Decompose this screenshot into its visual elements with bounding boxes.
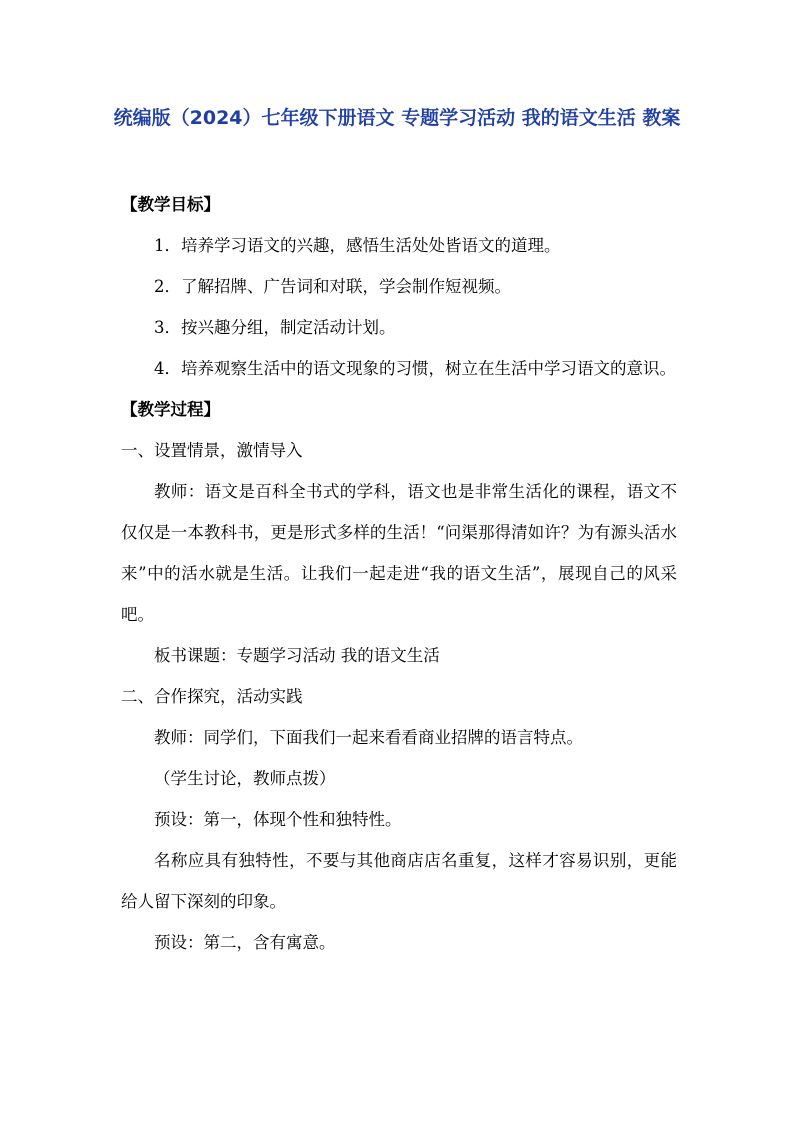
paragraph: 教师：语文是百科全书式的学科，语文也是非常生活化的课程，语文不仅仅是一本教科书，更是形式多样的生活！“问渠那得清如许？为有源头活水来”中的活水就是生活。让我们一起走进“我的语文生活”，展现自己的风采吧。 [121, 482, 677, 624]
paragraph: 预设：第二，含有寓意。 [154, 933, 336, 952]
section-heading-process: 【教学过程】 [121, 400, 220, 419]
objective-item-4: 4．培养观察生活中的语文现象的习惯，树立在生活中学习语文的意识。 [154, 359, 676, 378]
paragraph: 预设：第一，体现个性和独特性。 [154, 810, 402, 829]
objective-item-2: 2．了解招牌、广告词和对联，学会制作短视频。 [154, 277, 511, 296]
part-heading-1: 一、设置情景，激情导入 [121, 441, 303, 460]
paragraph: （学生讨论，教师点拨） [154, 769, 336, 788]
section-heading-objectives: 【教学目标】 [121, 195, 220, 214]
document-body [121, 184, 677, 963]
objective-item-1: 1．培养学习语文的兴趣，感悟生活处处皆语文的道理。 [154, 236, 561, 255]
part-heading-2: 二、合作探究，活动实践 [121, 687, 303, 706]
paragraph: 教师：同学们，下面我们一起来看看商业招牌的语言特点。 [154, 728, 583, 747]
paragraph: 名称应具有独特性，不要与其他商店店名重复，这样才容易识别，更能给人留下深刻的印象。 [121, 851, 677, 911]
objective-item-3: 3．按兴趣分组，制定活动计划。 [154, 318, 396, 337]
paragraph: 板书课题：专题学习活动 我的语文生活 [154, 646, 440, 665]
document-title: 统编版（2024）七年级下册语文 专题学习活动 我的语文生活 教案 [113, 107, 681, 129]
